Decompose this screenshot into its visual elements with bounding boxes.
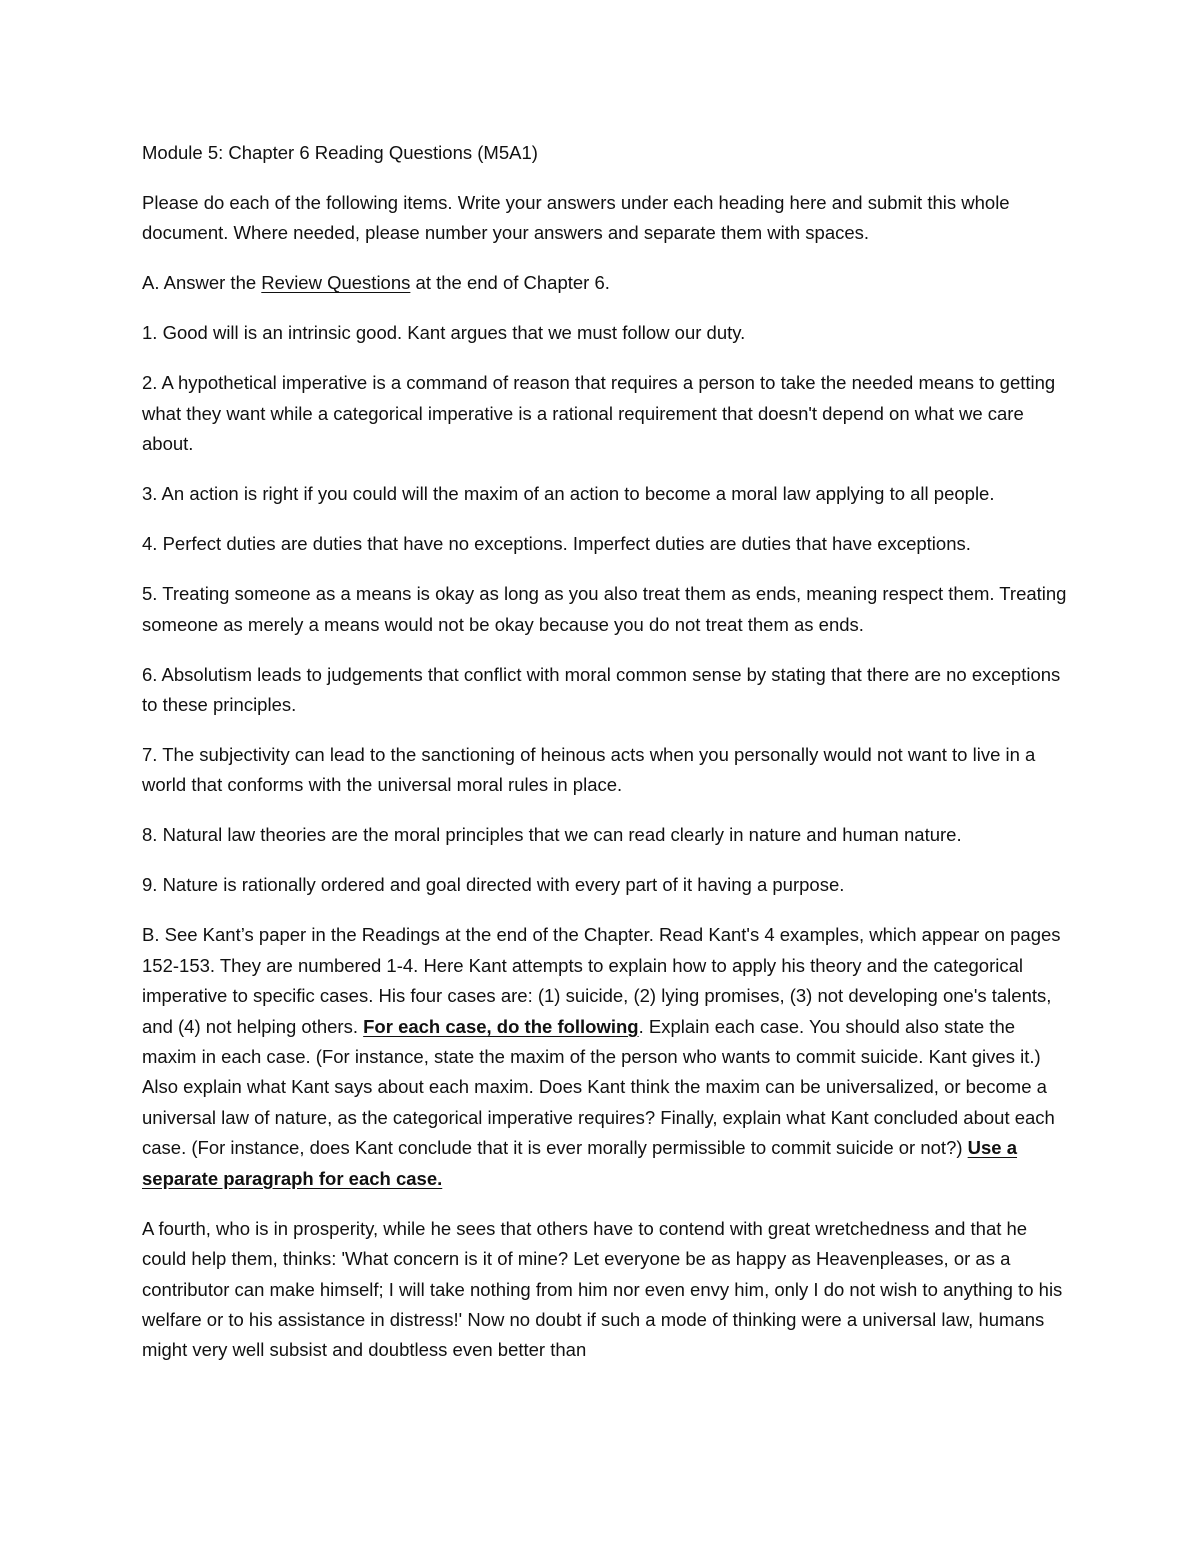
- section-b-part1: B. See Kant’s paper in the Readings at the end of the Chapter. Read Kant's 4 examples, which appear on pages 152-153. They are numbered 1-4. Here Kant attempts to explain how to apply his theory and the categorical imperative to specific cases. His four cases are: (1) suicide, (2) lying promises, (3) not developing one's talents, and (4) not helping others.: [142, 924, 1061, 1037]
- document-body: [142, 138, 1067, 1385]
- review-questions-link[interactable]: Review Questions: [261, 272, 411, 294]
- answer-9: 9. Nature is rationally ordered and goal directed with every part of it having a purpose.: [142, 874, 845, 896]
- answer-7: 7. The subjectivity can lead to the sanctioning of heinous acts when you personally would not want to live in a world that conforms with the universal moral rules in place.: [142, 744, 1036, 796]
- instructions-paragraph: Please do each of the following items. Write your answers under each heading here and submit this whole document. Where needed, please number your answers and separate them with spaces.: [142, 192, 1010, 244]
- section-a-heading: [142, 268, 1067, 298]
- answer-6: 6. Absolutism leads to judgements that conflict with moral common sense by stating that there are no exceptions to these principles.: [142, 663, 1061, 716]
- section-a-suffix: at the end of Chapter 6.: [410, 272, 610, 294]
- answer-4: 4. Perfect duties are duties that have no exceptions. Imperfect duties are duties that have exceptions.: [142, 533, 971, 555]
- section-a-prefix: A. Answer the: [142, 272, 262, 294]
- answer-2: 2. A hypothetical imperative is a command of reason that requires a person to take the needed means to getting what they want while a categorical imperative is a rational requirement that doesn't depend on what we care about.: [142, 372, 1056, 455]
- answer-1: 1. Good will is an intrinsic good. Kant argues that we must follow our duty.: [142, 322, 746, 344]
- answer-3: 3. An action is right if you could will the maxim of an action to become a moral law applying to all people.: [142, 483, 995, 505]
- section-b-emphasis-1: For each case, do the following: [363, 1015, 639, 1037]
- answer-5: 5. Treating someone as a means is okay as long as you also treat them as ends, meaning respect them. Treating someone as merely a means would not be okay because you do not treat them as ends.: [142, 583, 1067, 635]
- document-title: Module 5: Chapter 6 Reading Questions (M5A1): [142, 142, 538, 163]
- section-b-paragraph: [142, 920, 1067, 1194]
- section-b-emphasis-2: Use a separate paragraph for each case.: [142, 1137, 1018, 1189]
- section-b-part2: . Explain each case. You should also state the maxim in each case. (For instance, state the maxim of the person who wants to commit suicide. Kant gives it.) Also explain what Kant says about each maxim. Does Kant think the maxim can be universalized, or become a universal law of nature, as the categorical imperative requires? Finally, explain what Kant concluded about each case. (For instance, does Kant conclude that it is ever morally permissible to commit suicide or not?): [142, 1015, 1055, 1159]
- answer-8: 8. Natural law theories are the moral principles that we can read clearly in nature and human nature.: [142, 824, 962, 846]
- kant-quote-paragraph: A fourth, who is in prosperity, while he sees that others have to contend with great wretchedness and that he could help them, thinks: 'What concern is it of mine? Let everyone be as happy as Heavenpleases, or as a contributor can make himself; I will take nothing from him nor even envy him, only I do not wish to anything to his welfare or to his assistance in distress!' Now no doubt if such a mode of thinking were a universal law, humans might very well subsist and doubtless even better than: [142, 1217, 1063, 1361]
